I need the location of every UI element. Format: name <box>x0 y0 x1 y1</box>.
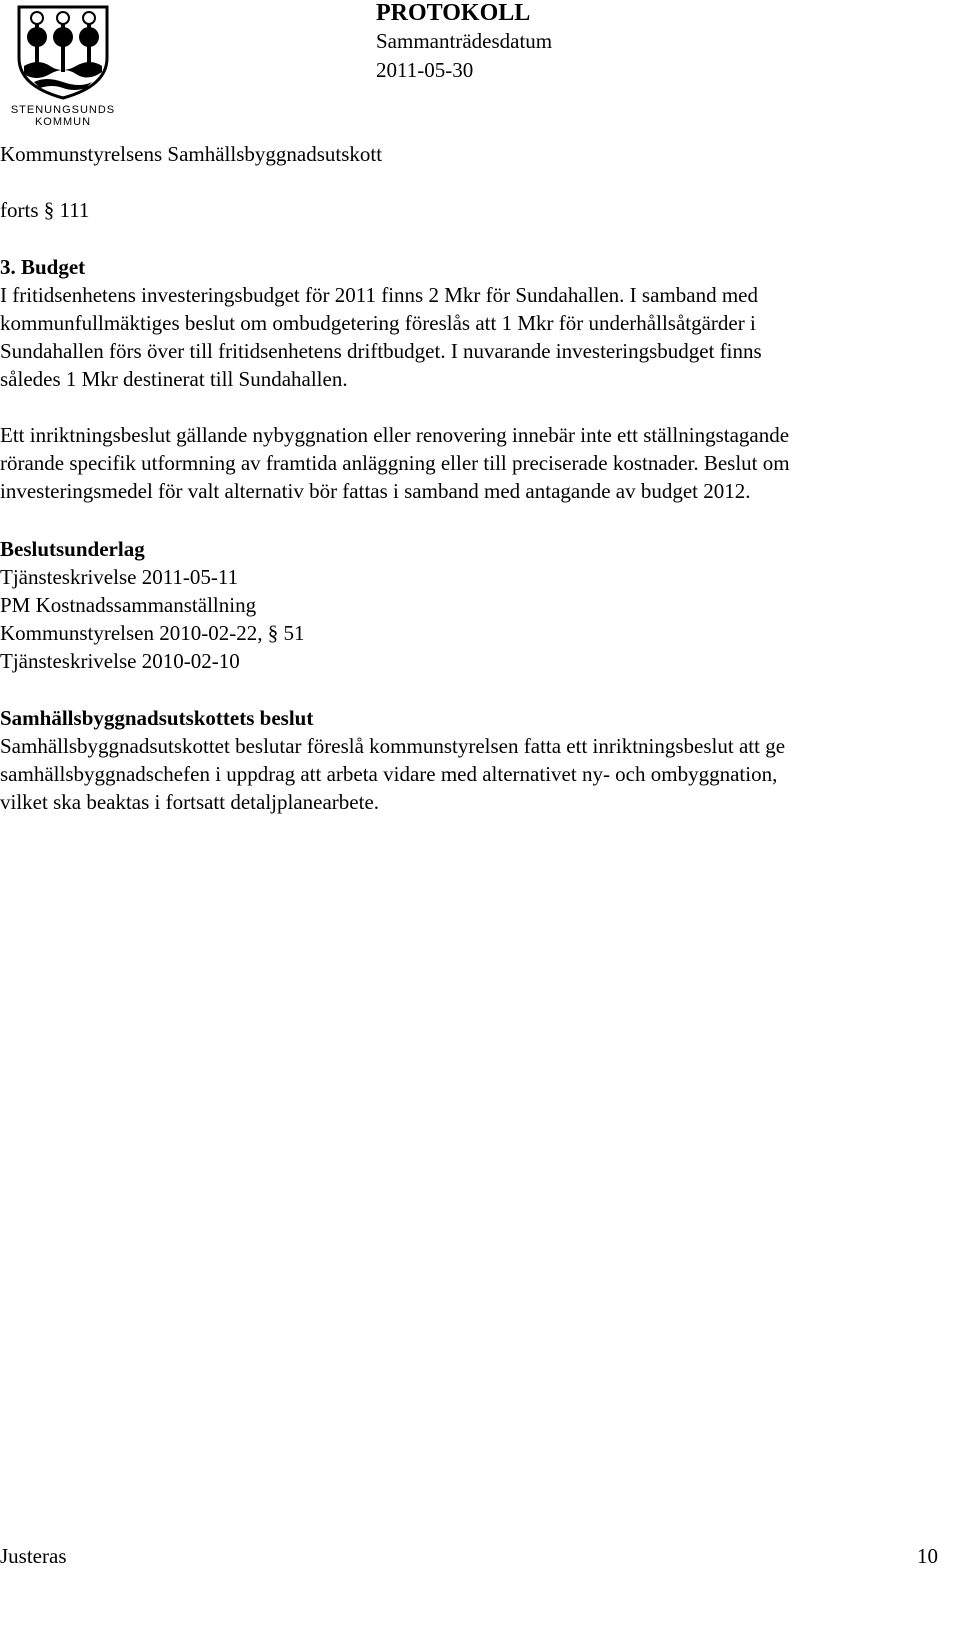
paragraph-line: vilket ska beaktas i fortsatt detaljplanearbete. <box>0 790 380 814</box>
paragraph-line: Sundahallen förs över till fritidsenhetens driftbudget. I nuvarande investeringsbudget finns <box>0 339 762 363</box>
meeting-date: 2011-05-30 <box>376 58 474 82</box>
document-title: PROTOKOLL <box>376 0 531 26</box>
beslutsunderlag-list <box>0 563 960 675</box>
municipality-logo <box>4 4 122 128</box>
list-item: Tjänsteskrivelse 2011-05-11 <box>0 565 239 589</box>
beslutsunderlag-heading: Beslutsunderlag <box>0 537 145 561</box>
paragraph-line: I fritidsenhetens investeringsbudget för 2011 finns 2 Mkr för Sundahallen. I samband med <box>0 283 758 307</box>
organization-name: Kommunstyrelsens Samhällsbyggnadsutskott <box>0 142 383 166</box>
footer-justeras: Justeras <box>0 1544 67 1568</box>
list-item: Kommunstyrelsen 2010-02-22, § 51 <box>0 621 305 645</box>
section-continuation: forts § 111 <box>0 198 90 222</box>
logo-name-line1: STENUNGSUNDS <box>10 104 116 116</box>
paragraph-line: kommunfullmäktiges beslut om ombudgetering föreslås att 1 Mkr för underhållsåtgärder i <box>0 311 756 335</box>
paragraph-line: rörande specifik utformning av framtida anläggning eller till preciserade kostnader. Beslut om <box>0 451 790 475</box>
decision-heading: Samhällsbyggnadsutskottets beslut <box>0 706 314 730</box>
paragraph-line: samhällsbyggnadschefen i uppdrag att arbeta vidare med alternativet ny- och ombyggnation, <box>0 762 778 786</box>
paragraph-line: Samhällsbyggnadsutskottet beslutar föreslå kommunstyrelsen fatta ett inriktningsbeslut att ge <box>0 734 786 758</box>
page-number: 10 <box>917 1544 938 1568</box>
paragraph-line: Ett inriktningsbeslut gällande nybyggnation eller renovering innebär inte ett ställningstagande <box>0 423 790 447</box>
inriktning-paragraph <box>0 421 960 505</box>
decision-paragraph <box>0 732 960 816</box>
document-header <box>376 0 552 85</box>
list-item: PM Kostnadssammanställning <box>0 593 257 617</box>
budget-heading: 3. Budget <box>0 255 86 279</box>
paragraph-line: investeringsmedel för valt alternativ bör fattas i samband med antagande av budget 2012. <box>0 479 751 503</box>
meeting-date-label: Sammanträdesdatum <box>376 29 553 53</box>
coat-of-arms-icon <box>16 4 110 100</box>
budget-paragraph <box>0 281 960 393</box>
logo-name-line2: KOMMUN <box>34 116 92 128</box>
paragraph-line: således 1 Mkr destinerat till Sundahallen. <box>0 367 348 391</box>
list-item: Tjänsteskrivelse 2010-02-10 <box>0 649 240 673</box>
